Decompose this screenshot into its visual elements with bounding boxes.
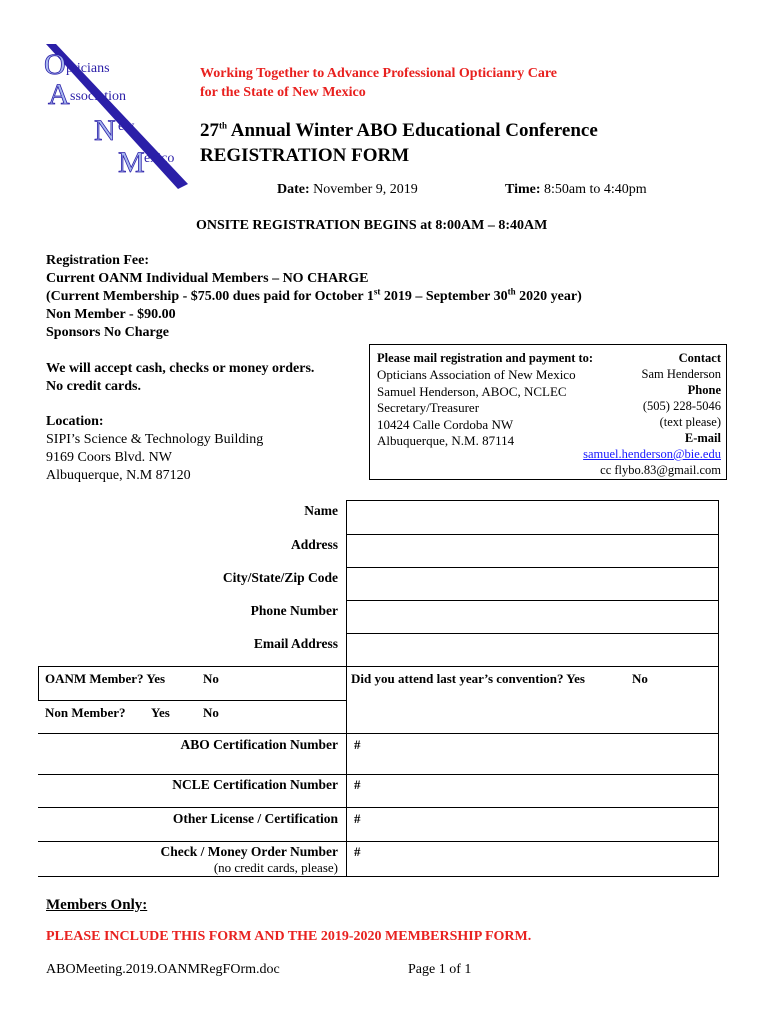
page-number: Page 1 of 1 [408,962,472,977]
label-name: Name [304,503,338,518]
form-rule [38,733,719,734]
mail-name: Samuel Henderson, ABOC, NCLEC [377,383,567,399]
form-rule [38,807,719,808]
logo-word-association: ssociation [70,89,126,104]
attend-last-year-question[interactable]: Did you attend last year’s convention? Yes [351,671,585,686]
label-abo-certification: ABO Certification Number [180,737,338,752]
oanm-member-no[interactable]: No [203,671,219,686]
payment-line-1: We will accept cash, checks or money orders. [46,361,315,376]
label-address: Address [290,537,338,552]
form-rule [38,774,719,775]
form-top-border [346,500,719,501]
members-only-heading: Members Only: [46,897,148,913]
logo-word-mexico: exico [144,151,175,166]
non-member-question: Non Member? [45,705,126,720]
location-street: 9169 Coors Blvd. NW [46,450,172,465]
form-col-divider [346,500,347,877]
location-heading: Location: [46,414,104,429]
payment-line-2: No credit cards. [46,379,141,394]
check-number-field[interactable]: # [354,844,361,859]
form-rule [346,633,719,634]
form-title: REGISTRATION FORM [200,145,410,166]
oanm-logo [38,44,188,189]
conference-title: 27th Annual Winter ABO Educational Conference [200,120,598,141]
fee-non-member: Non Member - $90.00 [46,307,176,322]
mail-payment-box [369,344,727,480]
email-cc: cc flybo.83@gmail.com [600,463,721,477]
form-rule [38,666,39,701]
form-rule [346,534,719,535]
non-member-yes[interactable]: Yes [151,705,170,720]
location-building: SIPI’s Science & Technology Building [46,432,264,447]
email-address-input[interactable] [348,635,717,665]
phone-note: (text please) [659,415,721,429]
ncle-number-field[interactable]: # [354,777,361,792]
contact-block [583,350,721,478]
form-right-border [718,500,719,877]
document-filename: ABOMeeting.2019.OANMRegFOrm.doc [46,962,280,977]
registration-fee-block [46,252,582,342]
logo-letter-o: O [44,48,66,81]
email-label: E-mail [684,431,721,445]
abo-number-field[interactable]: # [354,737,361,752]
label-city-state-zip: City/State/Zip Code [222,570,338,585]
email-link[interactable]: samuel.henderson@bie.edu [583,447,721,461]
contact-label: Contact [678,351,721,365]
tagline-line-1: Working Together to Advance Professional Opticianry Care [200,66,558,81]
payment-methods [46,360,314,396]
fee-heading: Registration Fee: [46,253,150,268]
mail-heading: Please mail registration and payment to: [377,351,594,365]
logo-letter-a: A [48,78,70,111]
logo-word-new: ew [118,119,135,134]
other-license-field[interactable]: # [354,811,361,826]
form-rule [38,876,719,877]
form-rule [346,567,719,568]
contact-name: Sam Henderson [641,367,721,381]
label-check-money-order: Check / Money Order Number [160,844,338,859]
phone-label: Phone [687,383,721,397]
mail-city: Albuquerque, N.M. 87114 [377,433,515,448]
fee-sponsors: Sponsors No Charge [46,325,169,340]
mail-address [377,367,576,450]
non-member-no[interactable]: No [203,705,219,720]
check-note: (no credit cards, please) [213,860,338,875]
conference-date: Date: November 9, 2019 [277,182,418,197]
label-ncle-certification: NCLE Certification Number [172,777,338,792]
conference-time: Time: 8:50am to 4:40pm [505,182,647,197]
onsite-registration-note: ONSITE REGISTRATION BEGINS at 8:00AM – 8:40AM [196,218,548,233]
include-membership-form-notice: PLEASE INCLUDE THIS FORM AND THE 2019-2020 MEMBERSHIP FORM. [46,929,532,944]
logo-letter-m: M [118,146,145,179]
mail-org: Opticians Association of New Mexico [377,367,576,382]
label-phone-number: Phone Number [250,603,338,618]
tagline-line-2: for the State of New Mexico [200,85,366,100]
fee-members: Current OANM Individual Members – NO CHARGE [46,271,369,286]
oanm-member-question[interactable]: OANM Member? Yes [45,671,166,686]
label-email-address: Email Address [253,636,338,651]
phone-value: (505) 228-5046 [642,399,721,413]
address-input[interactable] [348,536,717,566]
city-state-zip-input[interactable] [348,569,717,599]
form-rule [38,700,347,701]
location-block [46,413,263,485]
form-rule [38,666,719,667]
mail-street: 10424 Calle Cordoba NW [377,416,514,432]
fee-membership-dues: (Current Membership - $75.00 dues paid for October 1st 2019 – September 30th 2020 year) [46,286,582,304]
location-city: Albuquerque, N.M 87120 [46,468,191,483]
mail-role: Secretary/Treasurer [377,400,480,415]
name-input[interactable] [348,502,717,533]
form-rule [38,841,719,842]
logo-word-opticians: pticians [66,61,110,76]
label-other-license: Other License / Certification [172,811,338,826]
attend-last-year-no[interactable]: No [632,671,648,686]
logo-letter-n: N [94,114,116,147]
phone-number-input[interactable] [348,602,717,632]
form-rule [346,600,719,601]
